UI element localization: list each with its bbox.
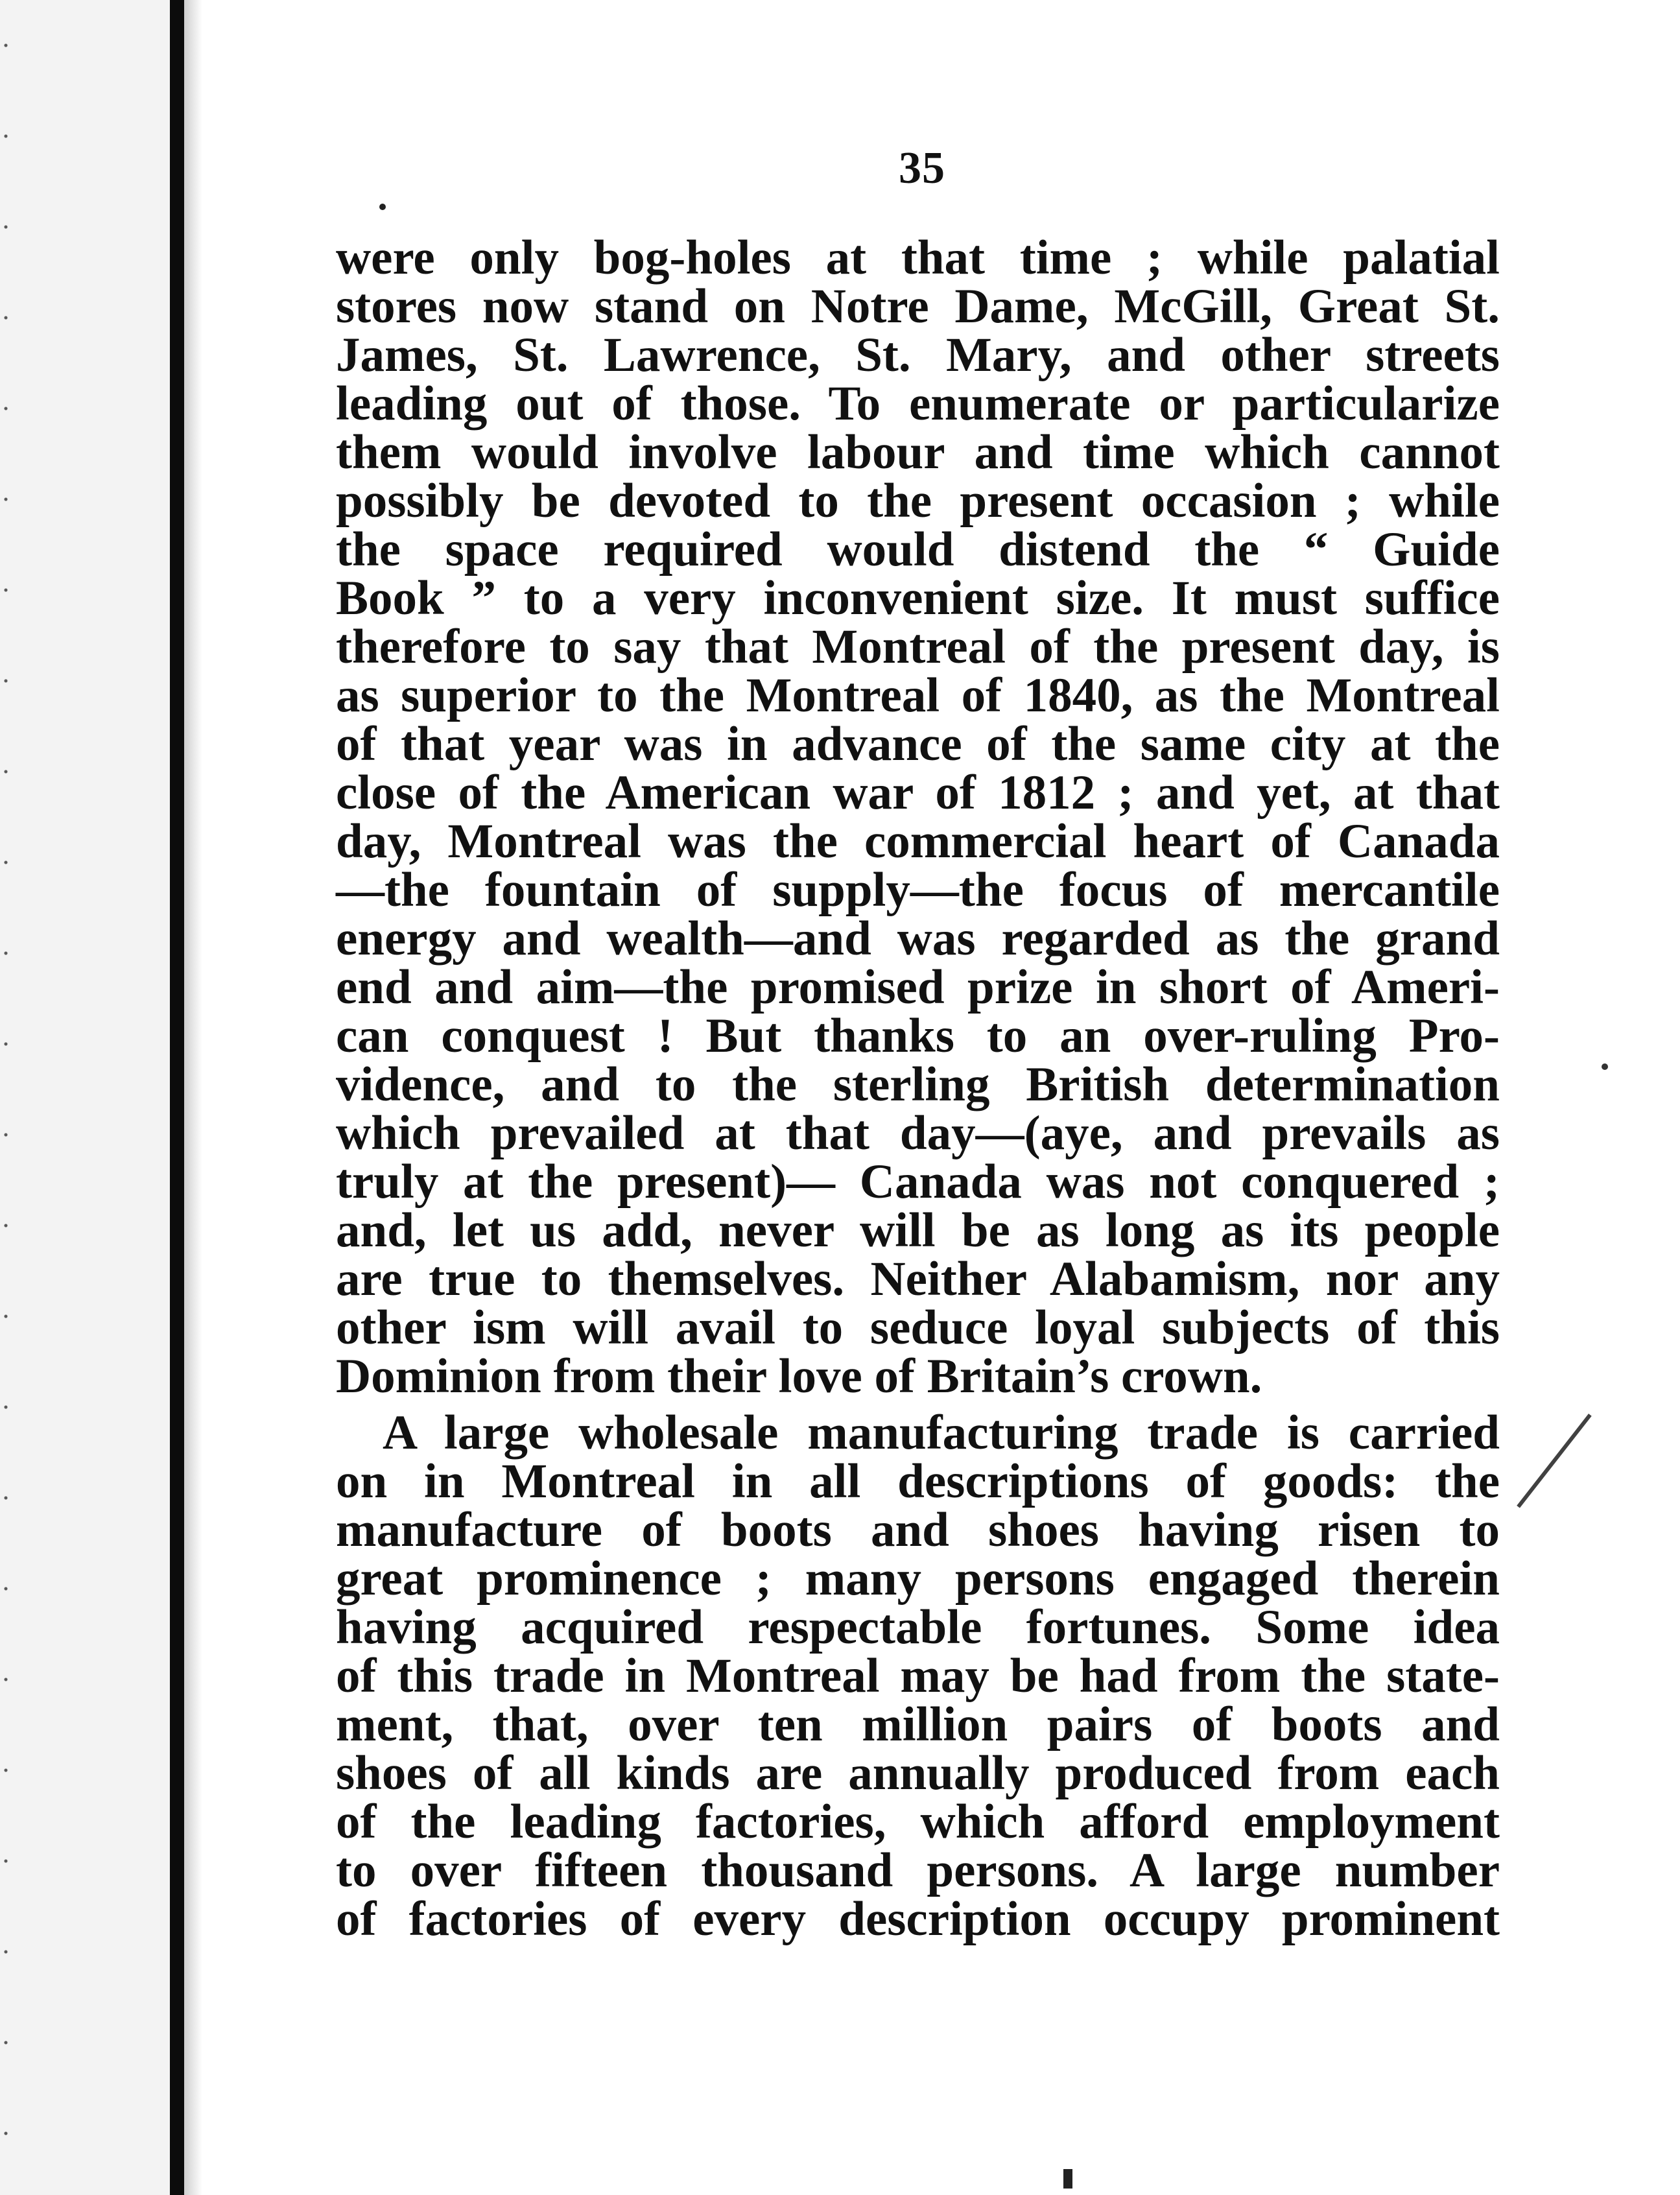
ink-speck (379, 204, 386, 210)
text-line: vidence, and to the sterling British determination (336, 1058, 1500, 1111)
text-line: which prevailed at that day—(aye, and prevails as (336, 1106, 1500, 1160)
text-line: therefore to say that Montreal of the present day, is (336, 620, 1500, 674)
text-line: Dominion from their love of Britain’s crown. (336, 1349, 1262, 1403)
text-line: them would involve labour and time which cannot (336, 425, 1500, 479)
text-line: A large wholesale manufacturing trade is carried (383, 1406, 1500, 1460)
text-line: stores now stand on Notre Dame, McGill, Great St. (336, 279, 1500, 333)
text-line: are true to themselves. Neither Alabamism, nor any (336, 1252, 1500, 1306)
text-line: Book ” to a very inconvenient size. It must suffice (336, 571, 1500, 625)
text-line: of the leading factories, which afford employment (336, 1795, 1500, 1849)
facing-page-edge (0, 0, 170, 2195)
text-line: as superior to the Montreal of 1840, as the Montreal (336, 669, 1500, 722)
text-line: close of the American war of 1812 ; and yet, at that (336, 766, 1500, 820)
text-line: were only bog-holes at that time ; while palatial (336, 231, 1500, 285)
text-line: to over fifteen thousand persons. A large number (336, 1844, 1500, 1897)
text-line: possibly be devoted to the present occasion ; while (336, 474, 1500, 528)
text-line: and, let us add, never will be as long as its people (336, 1204, 1500, 1257)
text-line: manufacture of boots and shoes having risen to (336, 1503, 1500, 1557)
text-line: energy and wealth—and was regarded as the grand (336, 912, 1500, 966)
gutter-shadow (184, 0, 202, 2195)
scan-artifact (1063, 2169, 1072, 2189)
text-line: end and aim—the promised prize in short of Ameri- (336, 960, 1500, 1014)
text-line: James, St. Lawrence, St. Mary, and other streets (336, 328, 1500, 382)
text-line: of factories of every description occupy prominent (336, 1892, 1500, 1946)
text-line: ment, that, over ten million pairs of boots and (336, 1698, 1500, 1751)
text-line: the space required would distend the “ Guide (336, 523, 1500, 576)
text-line: day, Montreal was the commercial heart of Canada (336, 814, 1500, 868)
text-line: on in Montreal in all descriptions of goods: the (336, 1454, 1500, 1508)
text-line: having acquired respectable fortunes. Some idea (336, 1600, 1500, 1654)
text-line: other ism will avail to seduce loyal subjects of this (336, 1301, 1500, 1355)
body-text (336, 231, 1500, 1946)
binding-gutter (170, 0, 184, 2195)
ink-speck (1602, 1063, 1608, 1070)
facing-page-print-marks (3, 0, 9, 2195)
text-line: leading out of those. To enumerate or particularize (336, 377, 1500, 431)
text-line: of this trade in Montreal may be had from the state- (336, 1649, 1500, 1703)
page-number: 35 (899, 143, 945, 193)
text-line: shoes of all kinds are annually produced from each (336, 1746, 1500, 1800)
text-line: great prominence ; many persons engaged therein (336, 1552, 1500, 1606)
text-line: —the fountain of supply—the focus of mercantile (336, 863, 1500, 917)
text-line: can conquest ! But thanks to an over-ruling Pro- (336, 1009, 1500, 1063)
text-line: truly at the present)— Canada was not conquered ; (336, 1155, 1500, 1209)
text-line: of that year was in advance of the same city at the (336, 717, 1500, 771)
